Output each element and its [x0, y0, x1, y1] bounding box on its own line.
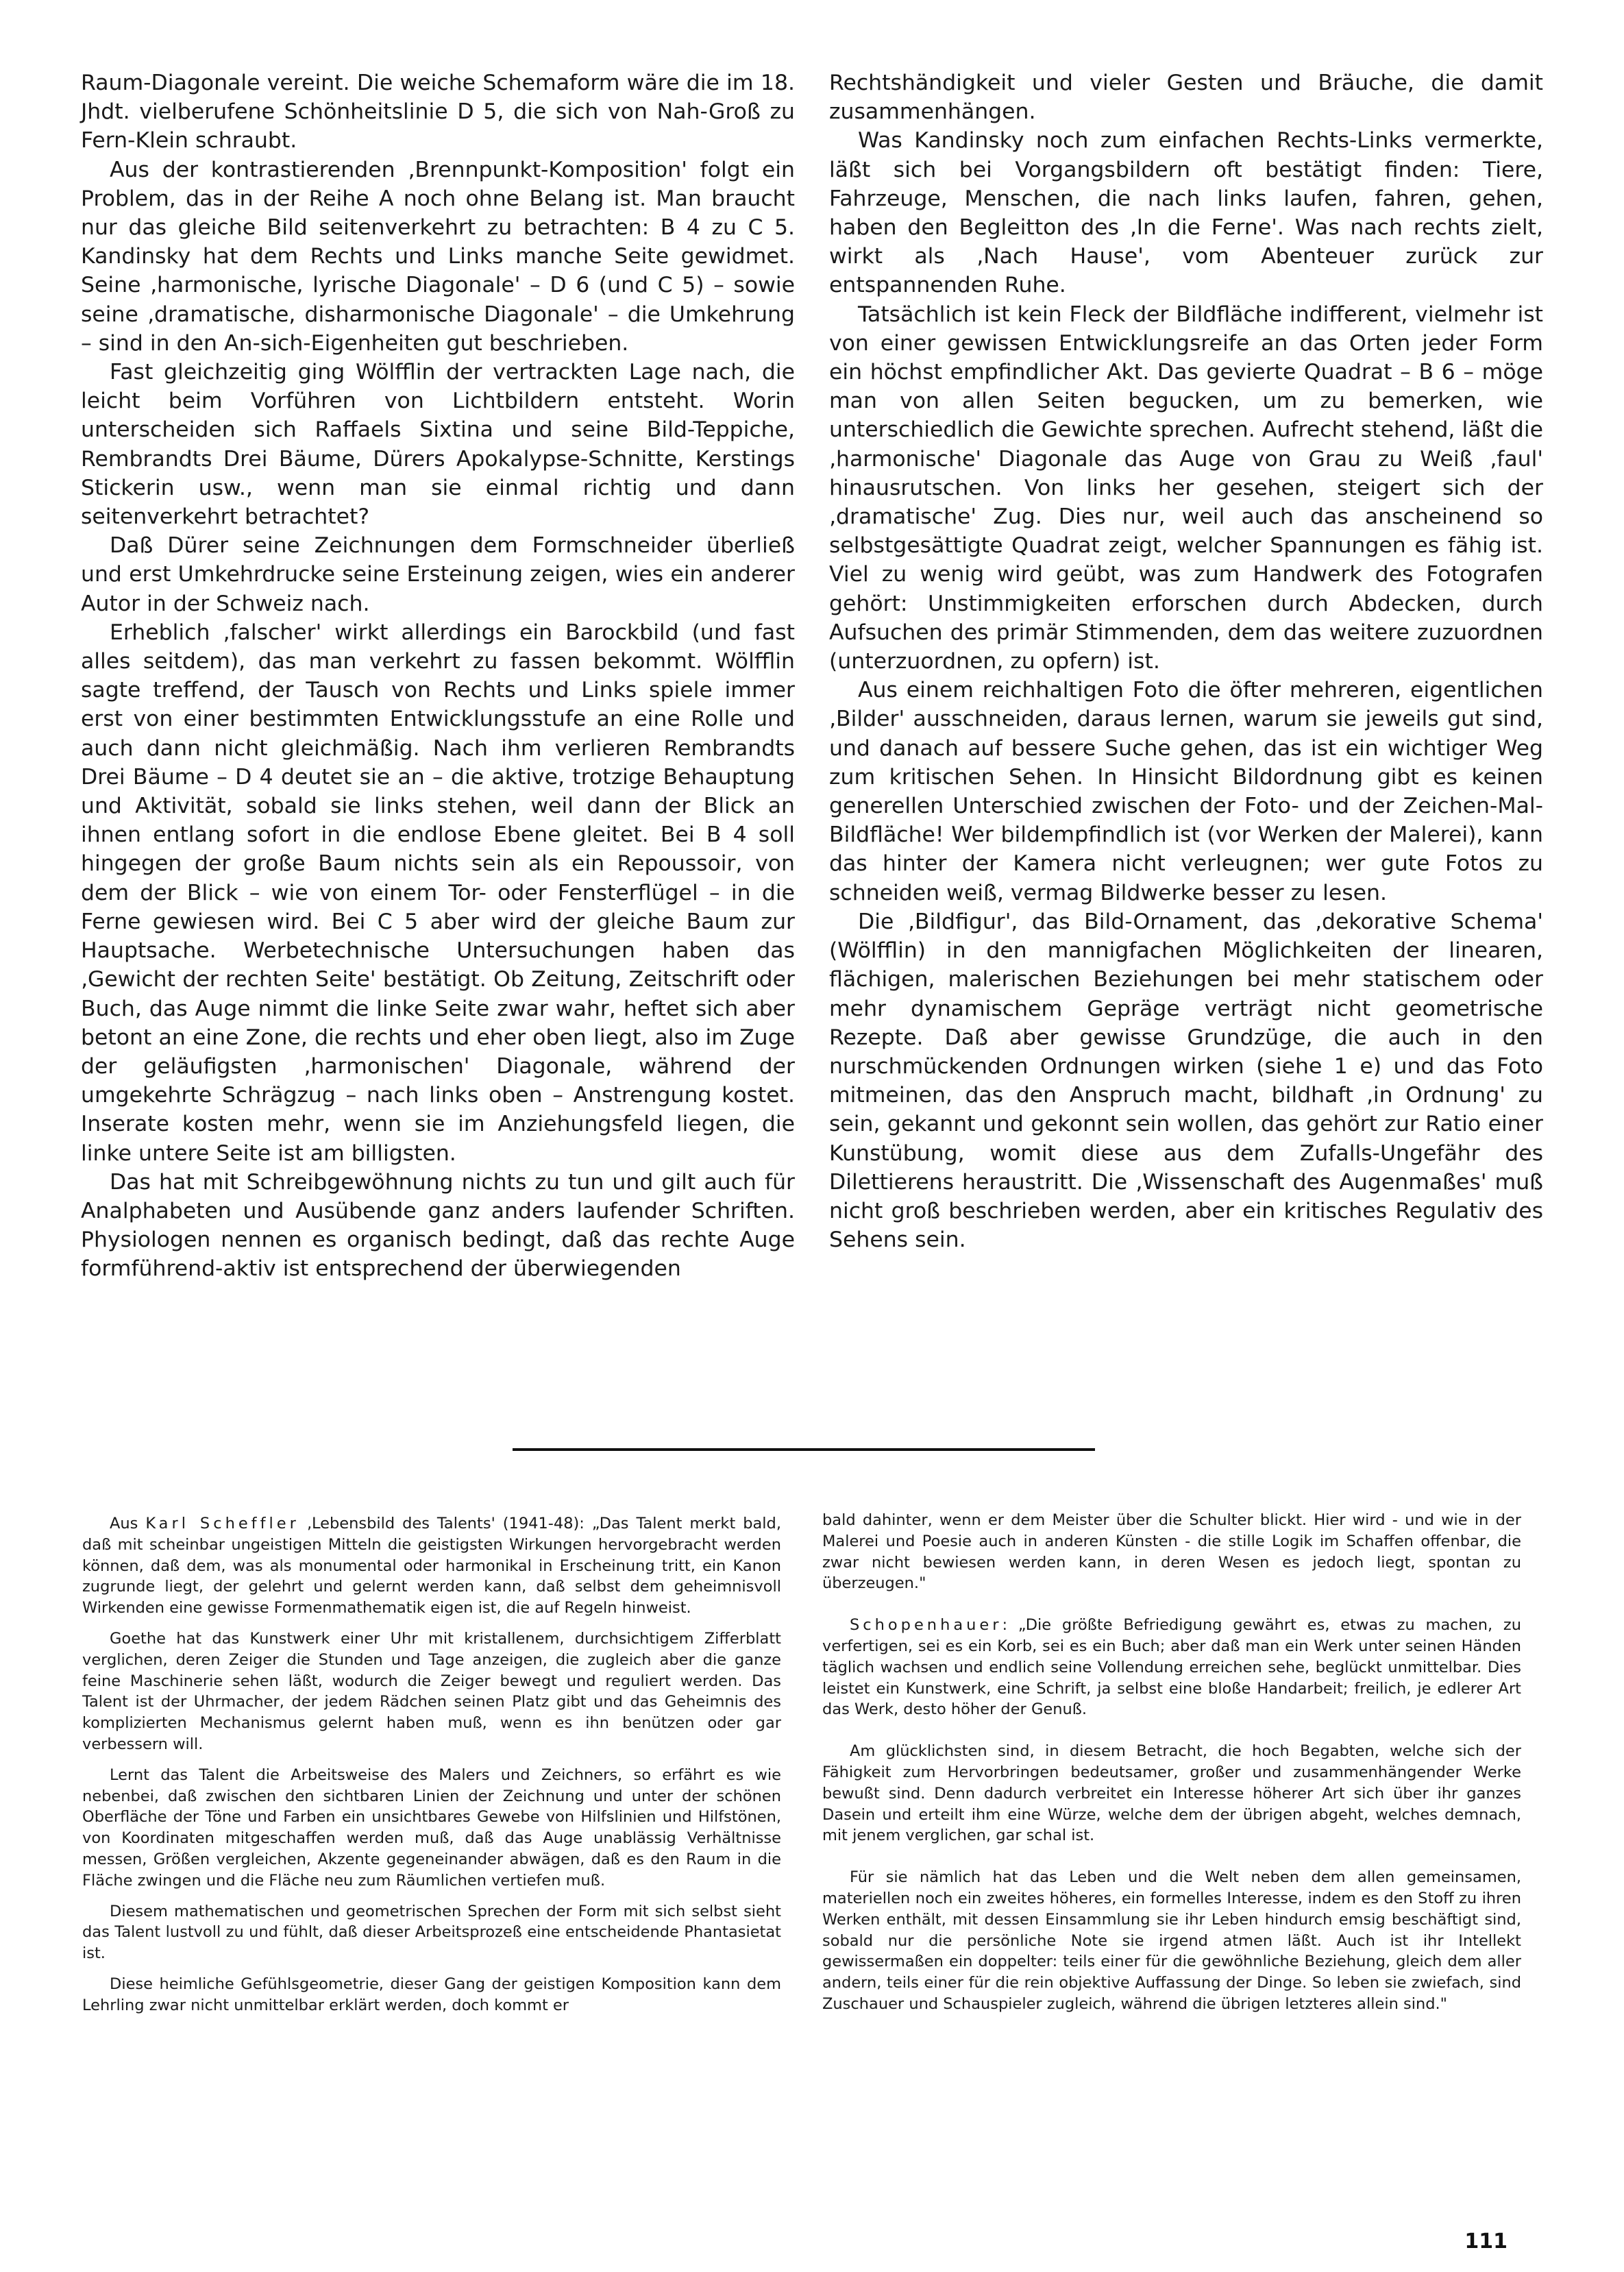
quote-source-title: ‚Lebensbild des Talents' (1941-48):	[299, 1515, 592, 1532]
quote-text: „Das Talent merkt bald, daß mit scheinbar ungeistigen Mitteln die geistigsten Wirkungen hervorgebracht werden können, daß dem, was als monumental oder harmonikal in Erscheinung tritt, ein Kanon zugrunde liegt, der gelehrt und gelernt werden kann, daß selbst dem geheimnisvoll Wirkenden eine gewisse Formenmathematik eigen ist, die auf Regeln hinweist.	[82, 1515, 781, 1617]
quote-left-column	[82, 1513, 781, 2026]
paragraph: Goethe hat das Kunstwerk einer Uhr mit kristallenem, durchsichtigem Zifferblatt verglichen, deren Zeiger die Stunden und Tage anzeigen, die zugleich aber die ganze feine Maschinerie sehen läßt, wodurch die Zeiger bewegt und reguliert werden. Das Talent ist der Uhrmacher, der jedem Rädchen seinen Platz gibt und das Geheimnis des komplizierten Mechanismus gelernt haben muß, wenn es ihn benützen oder gar verbessern will.	[82, 1629, 781, 1753]
main-text-left-column	[81, 69, 795, 1284]
paragraph: Die ‚Bildfigur', das Bild-Ornament, das ‚dekorative Schema' (Wölfflin) in den mannigfachen Möglichkeiten der linearen, flächigen, malerischen Beziehungen bei mehr statischem oder mehr dynamischem Gepräge verträgt nicht geometrische Rezepte. Daß aber gewisse Grundzüge, die auch in den nurschmückenden Ordnungen wirken (siehe 1 e) und das Foto mitmeinen, das den Anspruch macht, bildhaft ‚in Ordnung' zu sein, gekannt und gekonnt sein wollen, das gehört zur Ratio einer Kunstübung, womit diese aus dem Zufalls-Ungefähr des Dilettierens heraustritt. Die ‚Wissenschaft des Augenmaßes' muß nicht groß beschrieben werden, aber ein kritisches Regulativ des Sehens sein.	[829, 909, 1543, 1253]
section-divider	[513, 1448, 1095, 1451]
scheffler-quote-intro	[82, 1513, 781, 1619]
paragraph: Für sie nämlich hat das Leben und die Welt neben dem allen gemeinsamen, materiellen noch ein zweites höheres, ein formelles Interesse, indem es den Stoff zu ihren Werken enthält, mit dessen Einsammlung sie ihr Leben hindurch emsig beschäftigt sind, sobald nur die persönliche Note sie irgend atmen läßt. Auch ist ihr Intellekt gewissermaßen ein doppelter: teils einer für die gewöhnliche Beziehung, gleich dem aller andern, teils einer für die rein objektive Auffassung der Dinge. So leben sie zwiefach, sind Zuschauer und Schauspieler zugleich, während die übrigen letzteres allein sind."	[822, 1868, 1521, 2013]
quote-author: Schopenhauer	[850, 1616, 1002, 1635]
quote-prefix: Aus	[110, 1515, 146, 1532]
paragraph: Rechtshändigkeit und vieler Gesten und Bräuche, die damit zusammenhängen.	[829, 71, 1543, 125]
quote-text: : „Die größte Befriedigung gewährt es, etwas zu machen, zu verfertigen, sei es ein Korb, sei es ein Buch; aber daß man ein Werk unter seinen Händen täglich wachsen und endlich seine Vollendung erreichen sehe, beglückt unmittelbar. Dies leistet ein Kunstwerk, eine Schrift, ja selbst eine bloße Handarbeit; freilich, je edlerer Art das Werk, desto höher der Genuß.	[822, 1616, 1521, 1719]
page-number: 111	[1464, 2230, 1508, 2253]
paragraph: Raum-Diagonale vereint. Die weiche Schemaform wäre die im 18. Jhdt. vielberufene Schönheitslinie D 5, die sich von Nah-Groß zu Fern-Klein schraubt.	[81, 71, 795, 154]
paragraph: Das hat mit Schreibgewöhnung nichts zu tun und gilt auch für Analphabeten und Ausübende ganz anders laufender Schriften. Physiologen nennen es organisch bedingt, daß das rechte Auge formführend-aktiv ist entsprechend der überwiegenden	[81, 1169, 795, 1282]
paragraph: Am glücklichsten sind, in diesem Betracht, die hoch Begabten, welche sich der Fähigkeit zum Hervorbringen bedeutsamer, großer und zusammenhängender Werke bewußt sind. Denn dadurch verbreitet ein Interesse höherer Art sich über ihr ganzes Dasein und erteilt ihm eine Würze, welche dem der übrigen abgeht, welches demnach, mit jenem verglichen, gar schal ist.	[822, 1742, 1521, 1845]
paragraph: Aus der kontrastierenden ‚Brennpunkt-Komposition' folgt ein Problem, das in der Reihe A noch ohne Belang ist. Man braucht nur das gleiche Bild seitenverkehrt zu betrachten: B 4 zu C 5. Kandinsky hat dem Rechts und Links manche Seite gewidmet. Seine ‚harmonische, lyrische Diagonale' – D 6 (und C 5) – sowie seine ‚dramatische, disharmonische Diagonale' – die Umkehrung – sind in den An-sich-Eigenheiten gut beschrieben.	[81, 157, 795, 356]
main-text-right-column	[829, 69, 1543, 1254]
paragraph: Lernt das Talent die Arbeitsweise des Malers und Zeichners, so erfährt es wie nebenbei, daß zwischen den sichtbaren Linien der Zeichnung und unter der schönen Oberfläche der Töne und Farben ein unsichtbares Gewebe von Hilfslinien und Hilfstönen, von Koordinaten mitgeschaffen werden muß, daß das Auge unablässig Verhältnisse messen, Größen vergleichen, Akzente gegeneinander abwägen, daß es den Raum in die Fläche zwingen und die Fläche neu zum Räumlichen vertiefen muß.	[82, 1766, 781, 1890]
paragraph: bald dahinter, wenn er dem Meister über die Schulter blickt. Hier wird - und wie in der Malerei und Poesie auch in anderen Künsten - die stille Logik im Schaffen offenbar, die zwar nicht bewiesen werden kann, in deren Wesen es jedoch liegt, spontan zu überzeugen."	[822, 1511, 1521, 1593]
paragraph: Aus einem reichhaltigen Foto die öfter mehreren, eigentlichen ‚Bilder' ausschneiden, daraus lernen, warum sie jeweils gut sind, und danach auf bessere Suche gehen, das ist ein wichtiger Weg zum kritischen Sehen. In Hinsicht Bildordnung gibt es keinen generellen Unterschied zwischen der Foto- und der Zeichen-Mal-Bildfläche! Wer bildempfindlich ist (vor Werken der Malerei), kann das hinter der Kamera nicht verleugnen; wer gute Fotos zu schneiden weiß, vermag Bildwerke besser zu lesen.	[829, 678, 1543, 905]
paragraph: Erheblich ‚falscher' wirkt allerdings ein Barockbild (und fast alles seitdem), das man verkehrt zu fassen bekommt. Wölfflin sagte treffend, der Tausch von Rechts und Links spiele immer erst von einer bestimmten Entwicklungsstufe an eine Rolle und auch dann nicht gleichmäßig. Nach ihm verlieren Rembrandts Drei Bäume – D 4 deutet sie an – die aktive, trotzige Behauptung und Aktivität, sobald sie links stehen, weil dann der Blick an ihnen entlang sofort in die endlose Ebene gleitet. Bei B 4 soll hingegen der große Baum nichts sein als ein Repoussoir, von dem der Blick – wie von einem Tor- oder Fensterflügel – in die Ferne gewiesen wird. Bei C 5 aber wird der gleiche Baum zur Hauptsache. Werbetechnische Untersuchungen haben das ‚Gewicht der rechten Seite' bestätigt. Ob Zeitung, Zeitschrift oder Buch, das Auge nimmt die linke Seite zwar wahr, heftet sich aber betont an eine Zone, die rechts und eher oben liegt, also im Zuge der geläufigsten ‚harmonischen' Diagonale, während der umgekehrte Schrägzug – nach links oben – Anstrengung kostet. Inserate kosten mehr, wenn sie im Anziehungsfeld liegen, die linke untere Seite ist am billigsten.	[81, 620, 795, 1166]
paragraph: Daß Dürer seine Zeichnungen dem Formschneider überließ und erst Umkehrdrucke seine Ersteinung zeigen, wies ein anderer Autor in der Schweiz nach.	[81, 533, 795, 616]
paragraph: Diese heimliche Gefühlsgeometrie, dieser Gang der geistigen Komposition kann dem Lehrling zwar nicht unmittelbar erklärt werden, doch kommt er	[82, 1975, 781, 2014]
quote-right-column	[822, 1510, 1521, 2025]
paragraph: Tatsächlich ist kein Fleck der Bildfläche indifferent, vielmehr ist von einer gewissen Entwicklungsreife an das Orten jeder Form ein höchst empfindlicher Akt. Das gevierte Quadrat – B 6 – möge man von allen Seiten begucken, um zu bemerken, wie unterschiedlich die Gewichte sprechen. Aufrecht stehend, läßt die ‚harmonische' Diagonale das Auge von Grau zu Weiß ‚faul' hinausrutschen. Von links her gesehen, steigert sich der ‚dramatische' Zug. Dies nur, weil auch das anscheinend so selbstgesättigte Quadrat zeigt, welcher Spannungen es fähig ist. Viel zu wenig wird geübt, was zum Handwerk des Fotografen gehört: Unstimmigkeiten erforschen durch Abdecken, durch Aufsuchen des primär Stimmenden, dem das weitere zuzuordnen (unterzuordnen, zu opfern) ist.	[829, 302, 1543, 674]
paragraph: Diesem mathematischen und geometrischen Sprechen der Form mit sich selbst sieht das Talent lustvoll zu und fühlt, daß dieser Arbeitsprozeß eine entscheidende Phantasietat ist.	[82, 1902, 781, 1963]
schopenhauer-quote	[822, 1615, 1521, 1720]
paragraph: Was Kandinsky noch zum einfachen Rechts-Links vermerkte, läßt sich bei Vorgangsbildern oft bestätigt finden: Tiere, Fahrzeuge, Menschen, die nach links laufen, fahren, gehen, haben den Begleitton des ‚In die Ferne'. Was nach rechts zielt, wirkt als ‚Nach Hause', vom Abenteuer zurück zur entspannenden Ruhe.	[829, 128, 1543, 298]
quote-author: Karl Scheffler	[145, 1515, 299, 1532]
paragraph: Fast gleichzeitig ging Wölfflin der vertrackten Lage nach, die leicht beim Vorführen von Lichtbildern entsteht. Worin unterscheiden sich Raffaels Sixtina und seine Bild-Teppiche, Rembrandts Drei Bäume, Dürers Apokalypse-Schnitte, Kerstings Stickerin usw., wenn man sie einmal richtig und dann seitenverkehrt betrachtet?	[81, 360, 795, 530]
